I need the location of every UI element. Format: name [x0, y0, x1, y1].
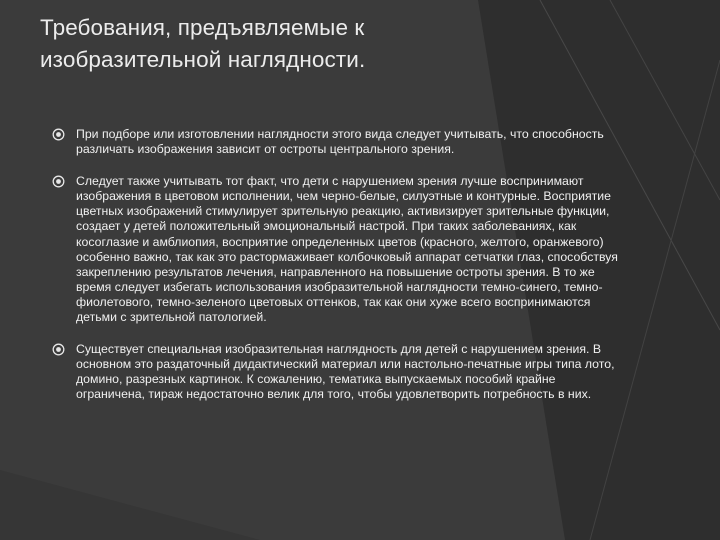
slide-title: Требования, предъявляемые к изобразительной наглядности.: [40, 15, 366, 72]
bullet-item: [52, 342, 620, 402]
bullet-text: Следует также учитывать тот факт, что дети с нарушением зрения лучше воспринимают изображения в цветовом исполнении, чем черно-белые, силуэтные и контурные. Восприятие цветных изображений стимулирует зрительную реакцию, активизирует зрительные функции, создает у детей положительный эмоциональный настрой. При таких заболеваниях, как косоглазие и амблиопия, восприятие определенных цветов (красного, желтого, оранжевого) особенно важно, так как это растормаживает колбочковый аппарат сетчатки глаз, способствуя закреплению результатов лечения, направленного на повышение остроты зрения. В то же время следует избегать использования изобразительной наглядности темно-синего, темно-фиолетового, темно-зеленого цветовых оттенков, так как они хуже всего воспринимаются детьми с зрительной патологией.: [76, 174, 618, 325]
bullet-text: При подборе или изготовлении наглядности этого вида следует учитывать, что способность различать изображения зависит от остроты центрального зрения.: [76, 127, 604, 157]
bullet-item: [52, 127, 620, 157]
bullet-item: [52, 174, 620, 325]
circled-dot-bullet-icon: [52, 128, 65, 141]
circled-dot-bullet-icon: [52, 343, 65, 356]
bullet-list: [52, 127, 620, 403]
circled-dot-bullet-icon: [52, 175, 65, 188]
bullet-text: Существует специальная изобразительная наглядность для детей с нарушением зрения. В основном это раздаточный дидактический материал или настольно-печатные игры типа лото, домино, разрезных картинок. К сожалению, тематика выпускаемых пособий крайне ограничена, тираж недостаточно велик для того, чтобы удовлетворить потребность в них.: [76, 342, 615, 402]
